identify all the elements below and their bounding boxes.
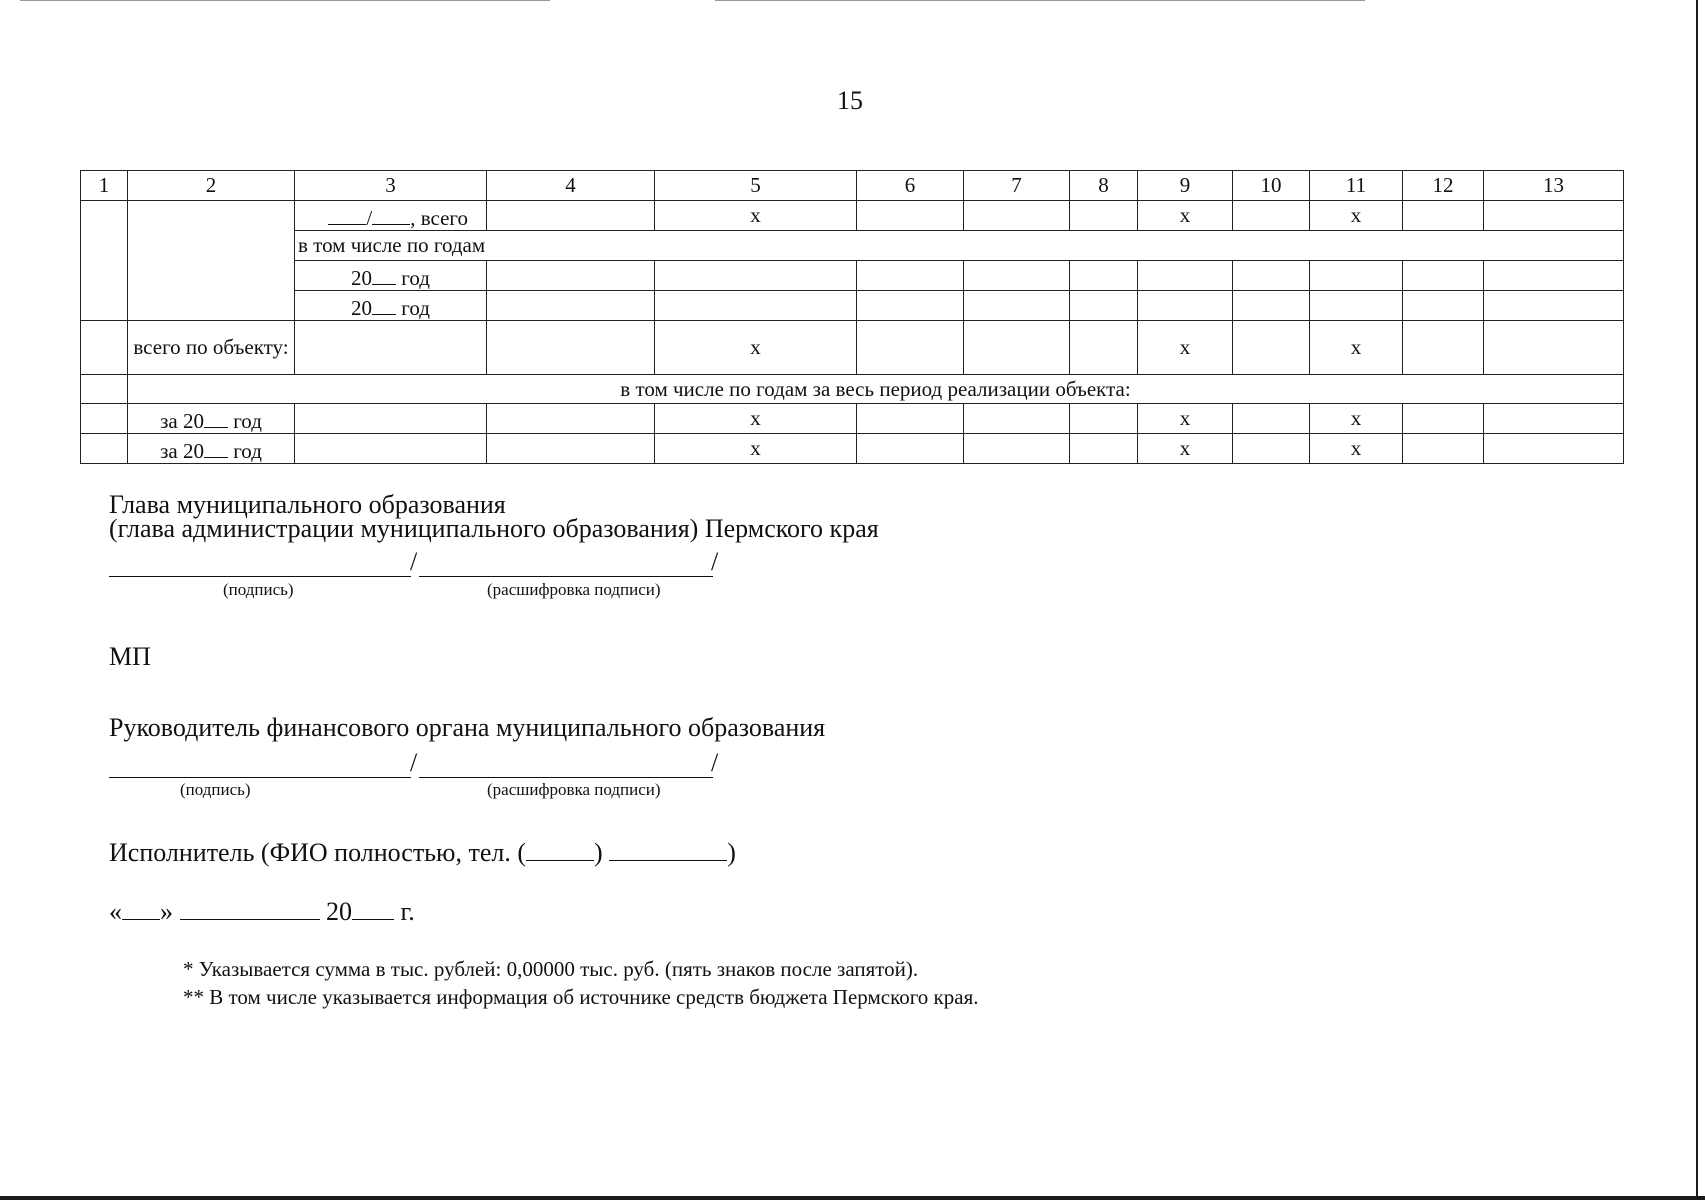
x-mark: x (655, 434, 857, 464)
table-cell (857, 201, 964, 231)
table-row (81, 321, 1624, 375)
period-total-label: / , всего (295, 201, 487, 231)
table-cell (1484, 261, 1624, 291)
executor-line: Исполнитель (ФИО полностью, тел. ( ) ) (109, 838, 736, 867)
table-cell (1403, 261, 1484, 291)
finance-decoding-caption: (расшифровка подписи) (487, 780, 661, 799)
table-row (81, 404, 1624, 434)
table-cell (857, 321, 964, 375)
table-cell (964, 261, 1070, 291)
table-cell (487, 261, 655, 291)
table-cell (1403, 404, 1484, 434)
header-cell: 3 (295, 171, 487, 201)
year-label: 20 год (295, 291, 487, 321)
table-cell (81, 375, 128, 404)
table-cell (964, 291, 1070, 321)
table-cell (857, 404, 964, 434)
header-cell: 7 (964, 171, 1070, 201)
table-cell (487, 434, 655, 464)
slash-separator: / (711, 748, 719, 777)
x-mark: x (1138, 321, 1233, 375)
table-cell (295, 404, 487, 434)
head-decoding-line (419, 576, 713, 577)
table-cell (1070, 201, 1138, 231)
table-cell (655, 291, 857, 321)
table-cell (1233, 201, 1310, 231)
finance-head-title: Руководитель финансового органа муниципального образования (109, 713, 826, 742)
table-cell (1233, 434, 1310, 464)
table-header-row (81, 171, 1624, 201)
slash-separator: / (410, 547, 418, 576)
table-cell (1484, 404, 1624, 434)
table-cell (1403, 321, 1484, 375)
table-cell (1138, 261, 1233, 291)
table-cell (964, 404, 1070, 434)
by-years-label: в том числе по годам (295, 231, 1624, 261)
head-signature-line (109, 576, 411, 577)
head-signature-caption: (подпись) (223, 580, 294, 599)
head-decoding-caption: (расшифровка подписи) (487, 580, 661, 599)
table-cell (487, 291, 655, 321)
table-row (81, 201, 1624, 231)
footnote: * Указывается сумма в тыс. рублей: 0,00000 тыс. руб. (пять знаков после запятой). (183, 957, 919, 981)
table-cell (857, 291, 964, 321)
head-title-line2: (глава администрации муниципального образования) Пермского края (109, 514, 879, 543)
period-year-label: за 20 год (128, 404, 295, 434)
table-cell (1484, 321, 1624, 375)
header-cell: 5 (655, 171, 857, 201)
scan-edge-bottom (0, 1196, 1705, 1200)
table-cell (81, 404, 128, 434)
table-cell (1138, 291, 1233, 321)
scan-edge-top-left (20, 0, 550, 1)
slash-separator: / (410, 748, 418, 777)
finance-signature-line (109, 777, 411, 778)
table-cell (487, 404, 655, 434)
table-cell (964, 201, 1070, 231)
table-cell (81, 201, 128, 321)
table-cell (964, 434, 1070, 464)
scan-edge-right (1696, 0, 1698, 1200)
financing-table (80, 170, 1624, 464)
object-total-label: всего по объекту: (128, 321, 295, 375)
header-cell: 4 (487, 171, 655, 201)
header-cell: 2 (128, 171, 295, 201)
table-cell (81, 434, 128, 464)
date-line: « » 20 г. (109, 897, 415, 926)
table-cell (1233, 291, 1310, 321)
header-cell: 1 (81, 171, 128, 201)
table-cell (857, 261, 964, 291)
header-cell: 6 (857, 171, 964, 201)
table-cell (1484, 434, 1624, 464)
table-cell (1070, 434, 1138, 464)
footnote: ** В том числе указывается информация об источнике средств бюджета Пермского края. (183, 985, 979, 1009)
table-row (81, 375, 1624, 404)
table-cell (487, 201, 655, 231)
header-cell: 13 (1484, 171, 1624, 201)
table-cell (857, 434, 964, 464)
slash-separator: / (711, 547, 719, 576)
scan-edge-top-right (715, 0, 1365, 1)
table-cell (655, 261, 857, 291)
table-cell (1070, 261, 1138, 291)
table-cell (1403, 291, 1484, 321)
table-cell (487, 321, 655, 375)
head-title-line1: Глава муниципального образования (109, 490, 506, 519)
table-cell (1070, 321, 1138, 375)
table-cell (128, 201, 295, 321)
table-cell (81, 321, 128, 375)
table-cell (1233, 261, 1310, 291)
x-mark: x (1310, 201, 1403, 231)
x-mark: x (1138, 434, 1233, 464)
full-period-label: в том числе по годам за весь период реализации объекта: (128, 375, 1624, 404)
table-cell (1484, 291, 1624, 321)
table-cell (1310, 291, 1403, 321)
table-cell (1070, 404, 1138, 434)
period-year-label: за 20 год (128, 434, 295, 464)
table-cell (295, 321, 487, 375)
table-row (81, 231, 1624, 261)
table-row (81, 261, 1624, 291)
finance-decoding-line (419, 777, 713, 778)
x-mark: x (1310, 321, 1403, 375)
header-cell: 9 (1138, 171, 1233, 201)
x-mark: x (1138, 404, 1233, 434)
table-cell (1310, 261, 1403, 291)
table-row (81, 434, 1624, 464)
header-cell: 11 (1310, 171, 1403, 201)
finance-signature-caption: (подпись) (180, 780, 251, 799)
table-cell (964, 321, 1070, 375)
table-cell (1403, 201, 1484, 231)
table-cell (1233, 404, 1310, 434)
header-cell: 12 (1403, 171, 1484, 201)
x-mark: x (655, 201, 857, 231)
table-row (81, 291, 1624, 321)
table-cell (1484, 201, 1624, 231)
header-cell: 8 (1070, 171, 1138, 201)
table-cell (1070, 291, 1138, 321)
table-cell (295, 434, 487, 464)
x-mark: x (1310, 434, 1403, 464)
header-cell: 10 (1233, 171, 1310, 201)
x-mark: x (1310, 404, 1403, 434)
x-mark: x (655, 404, 857, 434)
table-cell (1403, 434, 1484, 464)
page-number: 15 (837, 86, 863, 115)
stamp-label: МП (109, 642, 151, 671)
table-cell (1233, 321, 1310, 375)
year-label: 20 год (295, 261, 487, 291)
x-mark: x (655, 321, 857, 375)
x-mark: x (1138, 201, 1233, 231)
